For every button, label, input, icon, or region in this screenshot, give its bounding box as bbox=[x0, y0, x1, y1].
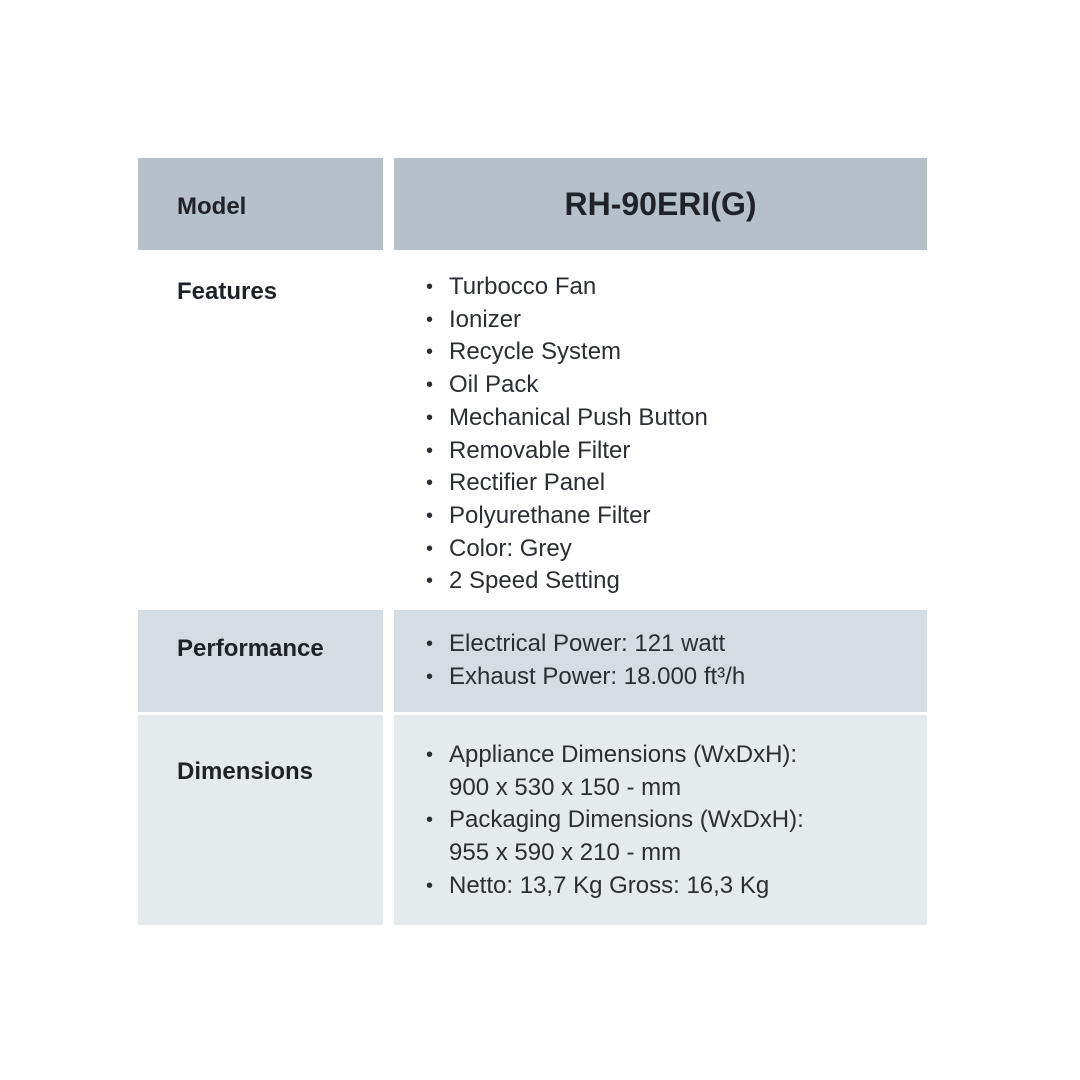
feature-item: • Color: Grey bbox=[424, 533, 927, 566]
feature-item: • Removable Filter bbox=[424, 435, 927, 468]
features-list bbox=[394, 271, 927, 598]
feature-item: • Turbocco Fan bbox=[424, 271, 927, 304]
model-label: Model bbox=[138, 158, 383, 250]
features-row bbox=[138, 253, 927, 607]
dimension-item-line1: • Appliance Dimensions (WxDxH): bbox=[449, 741, 798, 768]
dimensions-list bbox=[394, 739, 927, 903]
spec-table bbox=[138, 158, 927, 928]
model-value: RH-90ERI(G) bbox=[394, 158, 927, 250]
dimension-item bbox=[424, 870, 927, 903]
performance-item: • Exhaust Power: 18.000 ft³/h bbox=[424, 661, 927, 694]
feature-item: • Mechanical Push Button bbox=[424, 402, 927, 435]
dimension-item-line2: 900 x 530 x 150 - mm bbox=[449, 773, 682, 801]
performance-value bbox=[394, 610, 927, 712]
dimension-item bbox=[424, 804, 927, 869]
features-label: Features bbox=[138, 253, 383, 607]
dimension-item bbox=[424, 739, 927, 804]
feature-item: • Polyurethane Filter bbox=[424, 500, 927, 533]
performance-row bbox=[138, 610, 927, 712]
feature-item: • Rectifier Panel bbox=[424, 467, 927, 500]
feature-item: • Recycle System bbox=[424, 336, 927, 369]
performance-list bbox=[394, 628, 927, 693]
dimension-item-line2: 955 x 590 x 210 - mm bbox=[449, 839, 682, 867]
feature-item: • Ionizer bbox=[424, 304, 927, 337]
model-row bbox=[138, 158, 927, 250]
dimension-item-line1: • Netto: 13,7 Kg Gross: 16,3 Kg bbox=[449, 871, 770, 899]
dimensions-label: Dimensions bbox=[138, 715, 383, 925]
performance-item: • Electrical Power: 121 watt bbox=[424, 628, 927, 661]
dimension-item-line1: • Packaging Dimensions (WxDxH): bbox=[449, 806, 804, 834]
dimensions-value bbox=[394, 715, 927, 925]
performance-label: Performance bbox=[138, 610, 383, 712]
dimensions-row bbox=[138, 715, 927, 925]
features-value bbox=[394, 253, 927, 607]
feature-item: • 2 Speed Setting bbox=[424, 565, 927, 598]
feature-item: • Oil Pack bbox=[424, 369, 927, 402]
